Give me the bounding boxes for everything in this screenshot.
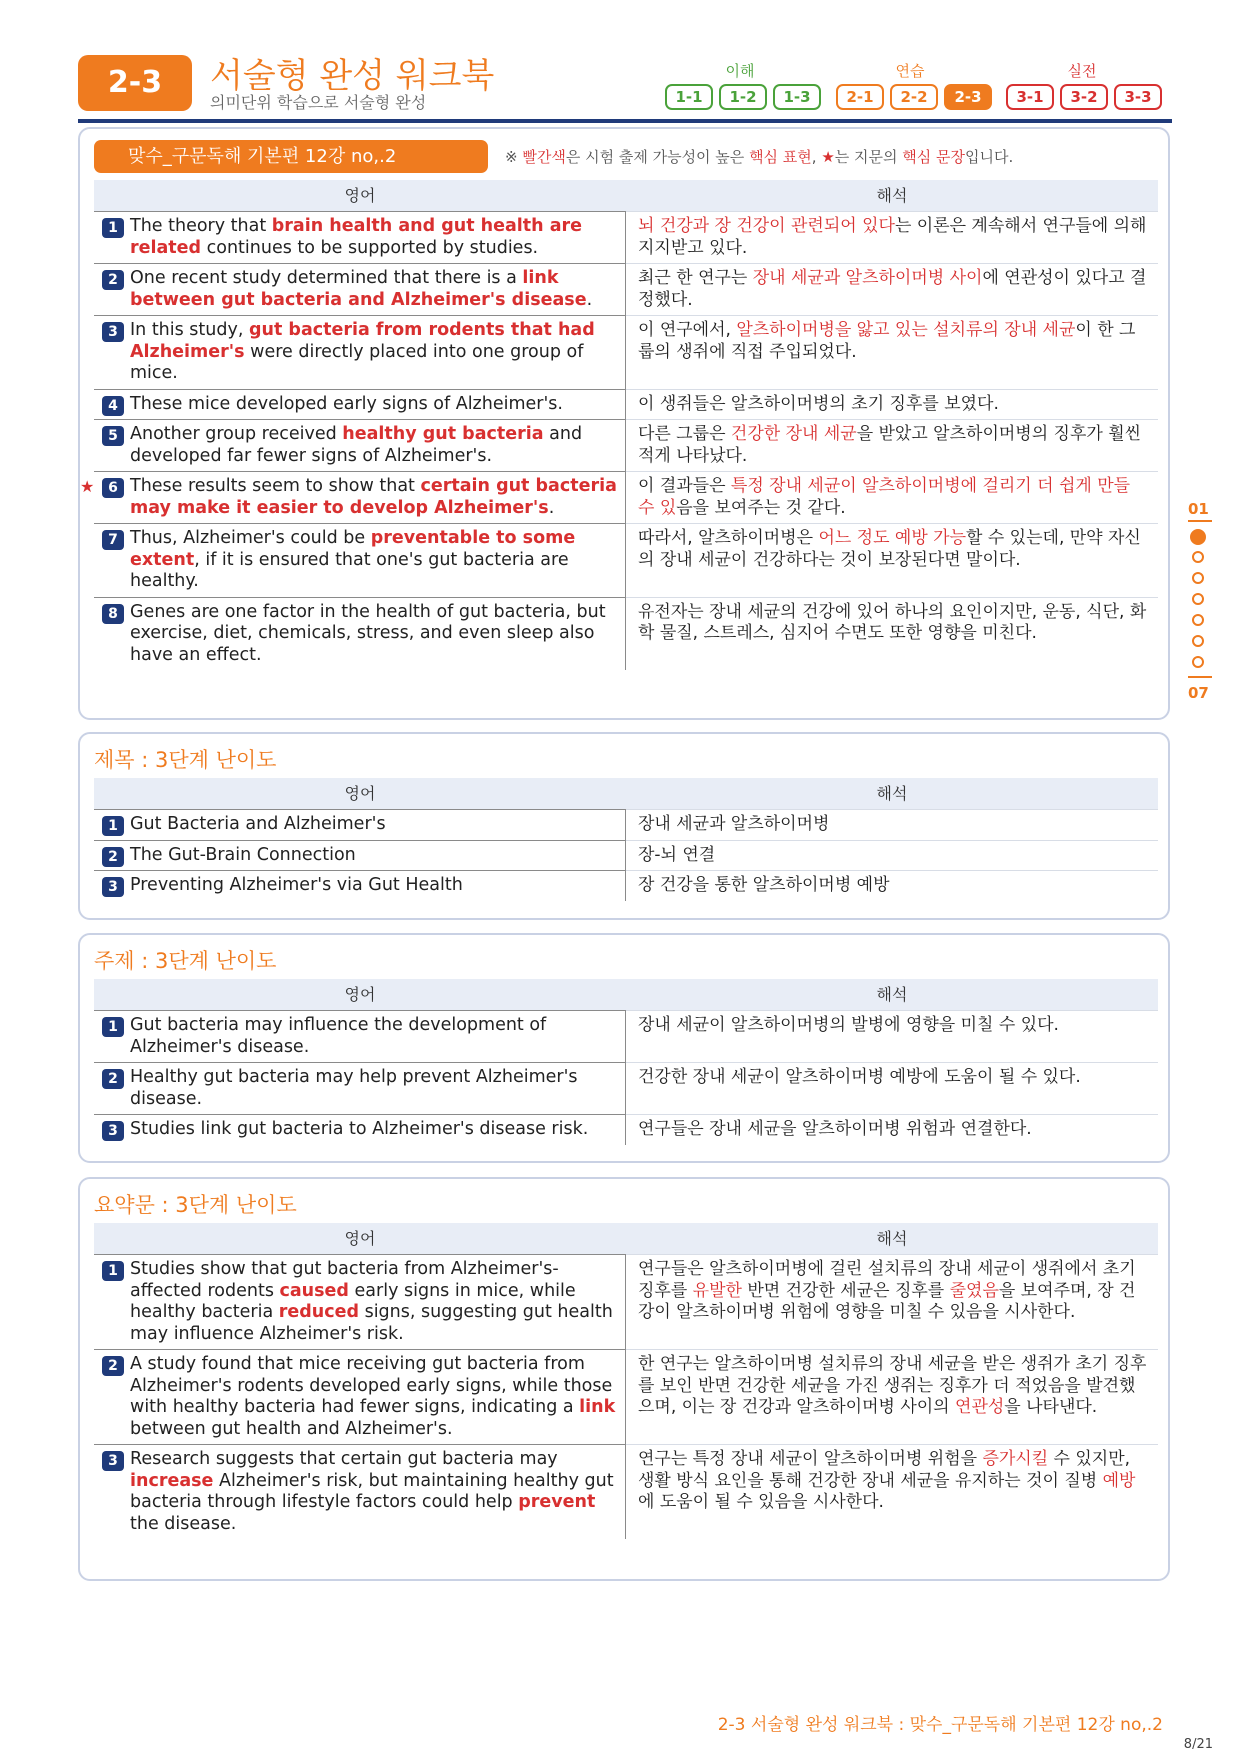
table-row: 1 Gut bacteria may influence the development of Alzheimer's disease. 장내 세균이 알츠하이머병의 발병에 영향을 미칠 수 있다.: [94, 1010, 1158, 1062]
page-subtitle: 의미단위 학습으로 서술형 완성: [210, 93, 427, 112]
table-row: 2 A study found that mice receiving gut bacteria from Alzheimer's rodents developed early signs, while those with healthy bacteria had fewer signs, indicating a link between gut health and Alzheimer's. 한 연구는 알츠하이머병 설치류의 장내 세균을 받은 생쥐가 초기 징후를 보인 반면 건강한 세균을 가진 생쥐는 징후가 더 적었음을 발견했으며, 이는 장 건강과 알츠하이머병 사이의 연관성을 나타낸다.: [94, 1349, 1158, 1444]
progress-line-top: [1188, 520, 1212, 522]
progress-dot[interactable]: [1192, 593, 1204, 605]
title-table: [94, 778, 1158, 901]
table-row: 1 The theory that brain health and gut health are related continues to be supported by studies. 뇌 건강과 장 건강이 관련되어 있다는 이론은 계속해서 연구들에 의해 지지받고 있다.: [94, 211, 1158, 263]
footer-title: 2-3 서술형 완성 워크북 : 맞수_구문독해 기본편 12강 no,.2: [717, 1715, 1163, 1735]
table-row: 2 Healthy gut bacteria may help prevent Alzheimer's disease. 건강한 장내 세균이 알츠하이머병 예방에 도움이 될 수 있다.: [94, 1062, 1158, 1114]
nav-1-1[interactable]: 1-1: [665, 84, 713, 110]
table-row: 2 The Gut-Brain Connection 장-뇌 연결: [94, 840, 1158, 871]
source-badge: 맞수_구문독해 기본편 12강 no,.2: [94, 140, 488, 173]
table-header: 영어 해석: [94, 180, 1158, 211]
header-divider: [78, 119, 1172, 123]
progress-dot[interactable]: [1192, 551, 1204, 563]
nav-1-2[interactable]: 1-2: [719, 84, 767, 110]
table-row: 3 Preventing Alzheimer's via Gut Health 장 건강을 통한 알츠하이머병 예방: [94, 870, 1158, 901]
table-row: 5 Another group received healthy gut bacteria and developed far fewer signs of Alzheimer's. 다른 그룹은 건강한 장내 세균을 받았고 알츠하이머병의 징후가 훨씬 적게 나타났다.: [94, 419, 1158, 471]
lesson-badge: 2-3: [78, 55, 192, 111]
progress-dot[interactable]: [1192, 614, 1204, 626]
key-sentence-star-icon: ★: [80, 477, 95, 496]
progress-dot[interactable]: [1192, 572, 1204, 584]
legend-note: ※ 빨간색은 시험 출제 가능성이 높은 핵심 표현, ★는 지문의 핵심 문장입니다.: [505, 148, 1014, 166]
nav-2-2[interactable]: 2-2: [890, 84, 938, 110]
nav-3-3[interactable]: 3-3: [1114, 84, 1162, 110]
topic-table: [94, 979, 1158, 1145]
page-number: 8/21: [1183, 1737, 1213, 1752]
table-row: 8 Genes are one factor in the health of gut bacteria, but exercise, diet, chemicals, stress, and even sleep also have an effect. 유전자는 장내 세균의 건강에 있어 하나의 요인이지만, 운동, 식단, 화학 물질, 스트레스, 심지어 수면도 또한 영향을 미친다.: [94, 597, 1158, 671]
page-title: 서술형 완성 워크북: [210, 56, 495, 96]
table-row: 2 One recent study determined that there is a link between gut bacteria and Alzheimer's disease. 최근 한 연구는 장내 세균과 알츠하이머병 사이에 연관성이 있다고 결정했다.: [94, 263, 1158, 315]
passage-table: [80, 180, 1158, 670]
table-row: 3 In this study, gut bacteria from rodents that had Alzheimer's were directly placed into one group of mice. 이 연구에서, 알츠하이머병을 앓고 있는 설치류의 장내 세균이 한 그룹의 생쥐에 직접 주입되었다.: [94, 315, 1158, 389]
summary-section-heading: 요약문 : 3단계 난이도: [94, 1193, 297, 1217]
progress-start-label: 01: [1188, 500, 1209, 518]
table-header: 영어 해석: [94, 778, 1158, 809]
table-row: 4 These mice developed early signs of Alzheimer's. 이 생쥐들은 알츠하이머병의 초기 징후를 보였다.: [94, 389, 1158, 420]
table-row: 1 Studies show that gut bacteria from Alzheimer's-affected rodents caused early signs in mice, while healthy bacteria reduced signs, suggesting gut health may influence Alzheimer's risk. 연구들은 알츠하이머병에 걸린 설치류의 장내 세균이 생쥐에서 초기 징후를 유발한 반면 건강한 세균은 징후를 줄였음을 보여주며, 장 건강이 알츠하이머병 위험에 영향을 미칠 수 있음을 시사한다.: [94, 1254, 1158, 1349]
progress-line-bottom: [1188, 676, 1212, 678]
nav-3-1[interactable]: 3-1: [1006, 84, 1054, 110]
table-header: 영어 해석: [94, 979, 1158, 1010]
nav-2-3[interactable]: 2-3: [944, 84, 992, 110]
title-section-heading: 제목 : 3단계 난이도: [94, 748, 277, 772]
group-label-real: 실전: [1067, 62, 1097, 80]
progress-dot[interactable]: [1192, 635, 1204, 647]
table-row: 7 Thus, Alzheimer's could be preventable to some extent, if it is ensured that one's gut bacteria are healthy. 따라서, 알츠하이머병은 어느 정도 예방 가능할 수 있는데, 만약 자신의 장내 세균이 건강하다는 것이 보장된다면 말이다.: [94, 523, 1158, 597]
group-label-practice: 연습: [895, 62, 925, 80]
topic-section-heading: 주제 : 3단계 난이도: [94, 949, 277, 973]
table-row: 3 Studies link gut bacteria to Alzheimer's disease risk. 연구들은 장내 세균을 알츠하이머병 위험과 연결한다.: [94, 1114, 1158, 1145]
progress-dot-current[interactable]: [1190, 529, 1206, 545]
table-row: ★ 6 These results seem to show that certain gut bacteria may make it easier to develop Alzheimer's. 이 결과들은 특정 장내 세균이 알츠하이머병에 걸리기 더 쉽게 만들 수 있음을 보여주는 것 같다.: [94, 471, 1158, 523]
table-row: 3 Research suggests that certain gut bacteria may increase Alzheimer's risk, but maintaining healthy gut bacteria through lifestyle factors could help prevent the disease. 연구는 특정 장내 세균이 알츠하이머병 위험을 증가시킬 수 있지만, 생활 방식 요인을 통해 건강한 장내 세균을 유지하는 것이 질병 예방에 도움이 될 수 있음을 시사한다.: [94, 1444, 1158, 1539]
nav-2-1[interactable]: 2-1: [836, 84, 884, 110]
progress-end-label: 07: [1188, 684, 1209, 702]
nav-1-3[interactable]: 1-3: [773, 84, 821, 110]
table-header: 영어 해석: [94, 1223, 1158, 1254]
summary-table: [94, 1223, 1158, 1539]
table-row: 1 Gut Bacteria and Alzheimer's 장내 세균과 알츠하이머병: [94, 809, 1158, 840]
group-label-understand: 이해: [725, 62, 755, 80]
nav-3-2[interactable]: 3-2: [1060, 84, 1108, 110]
progress-dot[interactable]: [1192, 656, 1204, 668]
